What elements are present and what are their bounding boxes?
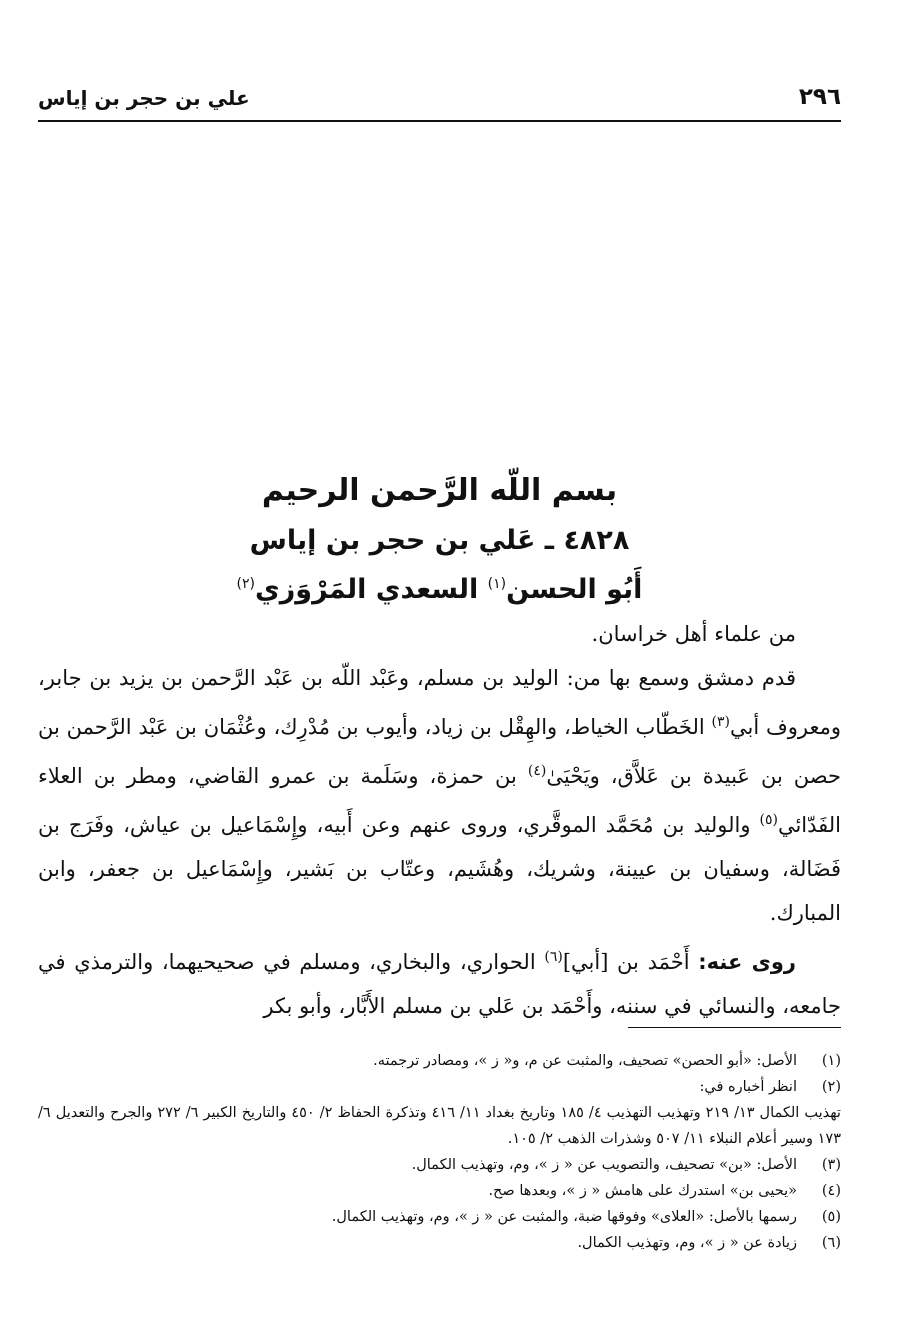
- entry-title: ٤٨٢٨ ـ عَلي بن حجر بن إياس: [249, 525, 630, 556]
- footnote-number: (٦): [821, 1235, 841, 1251]
- footnote-number: (٣): [821, 1157, 841, 1173]
- footnote-text: «يحيى بن» استدرك على هامش « ز »، وبعدها صح.: [488, 1183, 797, 1199]
- paragraph-3: [38, 935, 841, 1028]
- page-number: ٢٩٦: [798, 84, 841, 110]
- footnote-text: زيادة عن « ز »، وم، وتهذيب الكمال.: [577, 1235, 797, 1251]
- footnote-text: رسمها بالأصل: «العلاى» وفوقها ضبة، والمثبت عن « ز »، وم، وتهذيب الكمال.: [331, 1209, 797, 1225]
- footnote-4: [38, 1178, 841, 1204]
- footnote-number: (٤): [821, 1183, 841, 1199]
- kunya-part-b: السعدي المَرْوَزي: [255, 574, 488, 605]
- paragraph-2: [38, 656, 841, 935]
- footnote-ref-4: (٤): [527, 763, 547, 779]
- footnote-text: الأصل: «أبو الحصن» تصحيف، والمثبت عن م، و« ز »، ومصادر ترجمته.: [373, 1053, 797, 1069]
- footnote-5: [38, 1204, 841, 1230]
- footnote-1: [38, 1048, 841, 1074]
- footnote-number: (٢): [821, 1079, 841, 1095]
- footnote-text: الأصل: «بن» تصحيف، والتصويب عن « ز »، وم، وتهذيب الكمال.: [411, 1157, 797, 1173]
- p2-segment-d: والوليد بن مُحَمَّد الموقَّري، وروى عنهم وعن أَبيه، وإِسْمَاعيل بن عياش، وفَرَج بن فَضَالة، وسفيان بن عيينة، وشريك، وهُشَيم، وعتّاب بن بَشير، وإِسْمَاعيل بن جعفر، وابن المبارك.: [38, 813, 841, 925]
- kunya-line: [38, 564, 841, 610]
- basmala: بسم اللّه الرَّحمن الرحيم: [261, 473, 618, 508]
- footnote-2-sources: تهذيب الكمال ١٣/ ٢١٩ وتهذيب التهذيب ٤/ ١٨٥ وتاريخ بغداد ١١/ ٤١٦ وتذكرة الحفاظ ٢/ ٤٥٠ والتاريخ الكبير ٦/ ٢٧٢ والجرح والتعديل ٦/ ١٧٣ وسير أعلام النبلاء ١١/ ٥٠٧ وشذرات الذهب ٢/ ١٠٥.: [38, 1105, 841, 1147]
- footnote-text: انظر أخباره في:: [699, 1079, 797, 1095]
- footnote-3: [38, 1152, 841, 1178]
- p3-segment-a: أَحْمَد بن [أبي]: [562, 950, 699, 974]
- p2-segment-a: قدم دمشق وسمع بها من: الوليد بن مسلم، وعَبْد اللّه بن عَبْد الرَّحمن بن يزيد بن جابر، ومعروف أبي: [38, 666, 841, 739]
- footnote-ref-6: (٦): [544, 949, 563, 965]
- entry-heading: [38, 464, 841, 610]
- page-header: [38, 82, 841, 122]
- paragraph-1: من علماء أهل خراسان.: [591, 622, 796, 646]
- running-title: علي بن حجر بن إياس: [38, 86, 250, 110]
- footnote-2: [38, 1074, 841, 1100]
- body-text: [38, 612, 841, 1028]
- header-rule: [38, 120, 841, 122]
- footnote-number: (٥): [821, 1209, 841, 1225]
- footnote-ref-2: (٢): [236, 576, 255, 592]
- footnote-number: (١): [821, 1053, 841, 1069]
- p2-segment-c: بن حمزة، وسَلَمة بن عمرو القاضي، ومطر بن العلاء الفَدّائي: [38, 764, 841, 837]
- footnotes: [38, 1048, 841, 1256]
- footnote-ref-3: (٣): [711, 714, 730, 730]
- narrators-lead: روى عنه:: [698, 950, 796, 974]
- footnote-ref-5: (٥): [759, 812, 778, 828]
- footnote-6: [38, 1230, 841, 1256]
- footnote-ref-1: (١): [487, 576, 507, 592]
- p3-segment-b: الحواري، والبخاري، ومسلم في صحيحيهما، والترمذي في جامعه، والنسائي في سننه، وأَحْمَد بن عَلي بن مسلم الأَبَّار، وأبو بكر: [38, 950, 841, 1018]
- kunya-part-a: أَبُو الحسن: [506, 574, 643, 605]
- p2-segment-b: الخَطّاب الخياط، والهِقْل بن زياد، وأيوب بن مُدْرِك، وعُثْمَان بن عَبْد الرَّحمن بن حصن بن عَبيدة بن عَلاَّق، ويَحْيَىٰ: [38, 715, 841, 788]
- footnote-separator: [628, 1027, 841, 1028]
